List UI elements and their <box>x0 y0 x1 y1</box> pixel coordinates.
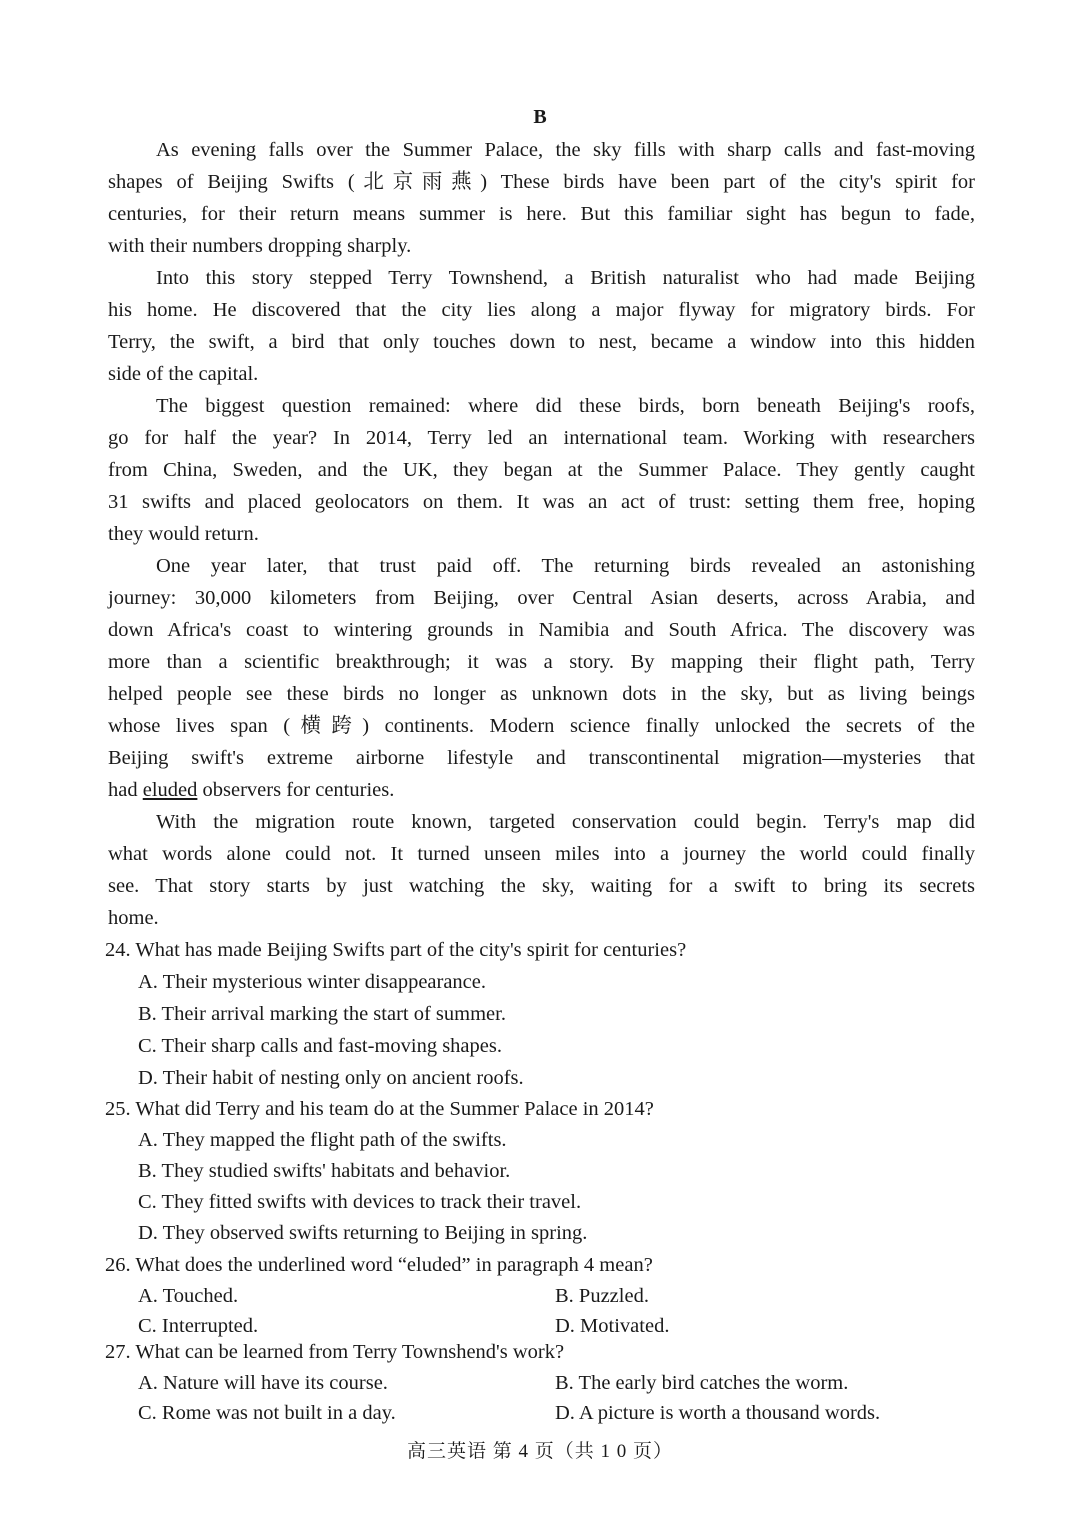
passage-line: 31 swifts and placed geolocators on them. It was an act of trust: setting them free, hoping <box>108 491 975 513</box>
option-a: A. They mapped the flight path of the swifts. <box>138 1129 507 1151</box>
option-d: D. They observed swifts returning to Beijing in spring. <box>138 1222 588 1244</box>
option-d: D. Their habit of nesting only on ancient roofs. <box>138 1067 524 1089</box>
section-title: B <box>533 106 547 128</box>
option-b: B. The early bird catches the worm. <box>555 1372 849 1394</box>
passage-line: with their numbers dropping sharply. <box>108 235 412 257</box>
line-segment: observers for centuries. <box>197 779 395 801</box>
passage-line: see. That story starts by just watching the sky, waiting for a swift to bring its secrets <box>108 875 975 897</box>
passage-line: down Africa's coast to wintering grounds in Namibia and South Africa. The discovery was <box>108 619 975 641</box>
passage-line: go for half the year? In 2014, Terry led an international team. Working with researchers <box>108 427 975 449</box>
passage-line: what words alone could not. It turned unseen miles into a journey the world could finally <box>108 843 975 865</box>
option-c: C. Rome was not built in a day. <box>138 1402 396 1424</box>
passage-line: The biggest question remained: where did these birds, born beneath Beijing's roofs, <box>156 395 975 417</box>
passage-line: side of the capital. <box>108 363 259 385</box>
question-25 <box>105 1094 985 1249</box>
passage-line: more than a scientific breakthrough; it was a story. By mapping their flight path, Terry <box>108 651 975 673</box>
question-27 <box>105 1337 985 1428</box>
option-c: C. Interrupted. <box>138 1315 259 1337</box>
passage-line: With the migration route known, targeted conservation could begin. Terry's map did <box>156 811 975 833</box>
passage-line: whose lives span (横跨) continents. Modern science finally unlocked the secrets of the <box>108 715 975 737</box>
option-c: C. They fitted swifts with devices to track their travel. <box>138 1191 582 1213</box>
option-d: D. A picture is worth a thousand words. <box>555 1402 881 1424</box>
passage-line: One year later, that trust paid off. The returning birds revealed an astonishing <box>156 555 975 577</box>
question-stem: 24. What has made Beijing Swifts part of the city's spirit for centuries? <box>105 939 687 961</box>
option-a: A. Nature will have its course. <box>138 1372 388 1394</box>
question-stem: 27. What can be learned from Terry Townshend's work? <box>105 1341 565 1363</box>
question-stem: 25. What did Terry and his team do at the Summer Palace in 2014? <box>105 1098 654 1120</box>
option-a: A. Their mysterious winter disappearance. <box>138 971 487 993</box>
underlined-word: eluded <box>142 779 198 801</box>
option-b: B. Their arrival marking the start of summer. <box>138 1003 506 1025</box>
line-segment: had <box>108 779 143 801</box>
question-24 <box>105 935 985 1094</box>
passage-line: As evening falls over the Summer Palace, the sky fills with sharp calls and fast-moving <box>156 139 975 161</box>
option-a: A. Touched. <box>138 1285 239 1307</box>
option-b: B. Puzzled. <box>555 1285 649 1307</box>
passage-line: journey: 30,000 kilometers from Beijing, over Central Asian deserts, across Arabia, and <box>108 587 975 609</box>
option-d: D. Motivated. <box>555 1315 670 1337</box>
reading-passage <box>108 134 975 934</box>
option-b: B. They studied swifts' habitats and behavior. <box>138 1160 511 1182</box>
passage-line: home. <box>108 907 159 929</box>
page-footer: 高三英语 第 4 页（共 1 0 页） <box>406 1441 673 1462</box>
passage-line: shapes of Beijing Swifts (北京雨燕) These birds have been part of the city's spirit for <box>108 171 975 193</box>
passage-line <box>108 774 975 806</box>
passage-line: Terry, the swift, a bird that only touches down to nest, became a window into this hidden <box>108 331 975 353</box>
passage-line: from China, Sweden, and the UK, they began at the Summer Palace. They gently caught <box>108 459 975 481</box>
passage-line: helped people see these birds no longer as unknown dots in the sky, but as living beings <box>108 683 975 705</box>
passage-line: Into this story stepped Terry Townshend, a British naturalist who had made Beijing <box>156 267 975 289</box>
option-c: C. Their sharp calls and fast-moving shapes. <box>138 1035 502 1057</box>
passage-line: they would return. <box>108 523 259 545</box>
question-stem: 26. What does the underlined word “eluded” in paragraph 4 mean? <box>105 1254 653 1276</box>
question-26 <box>105 1250 985 1341</box>
passage-line: his home. He discovered that the city lies along a major flyway for migratory birds. For <box>108 299 975 321</box>
passage-line: Beijing swift's extreme airborne lifestyle and transcontinental migration—mysteries that <box>108 747 975 769</box>
passage-line: centuries, for their return means summer is here. But this familiar sight has begun to fade, <box>108 203 975 225</box>
